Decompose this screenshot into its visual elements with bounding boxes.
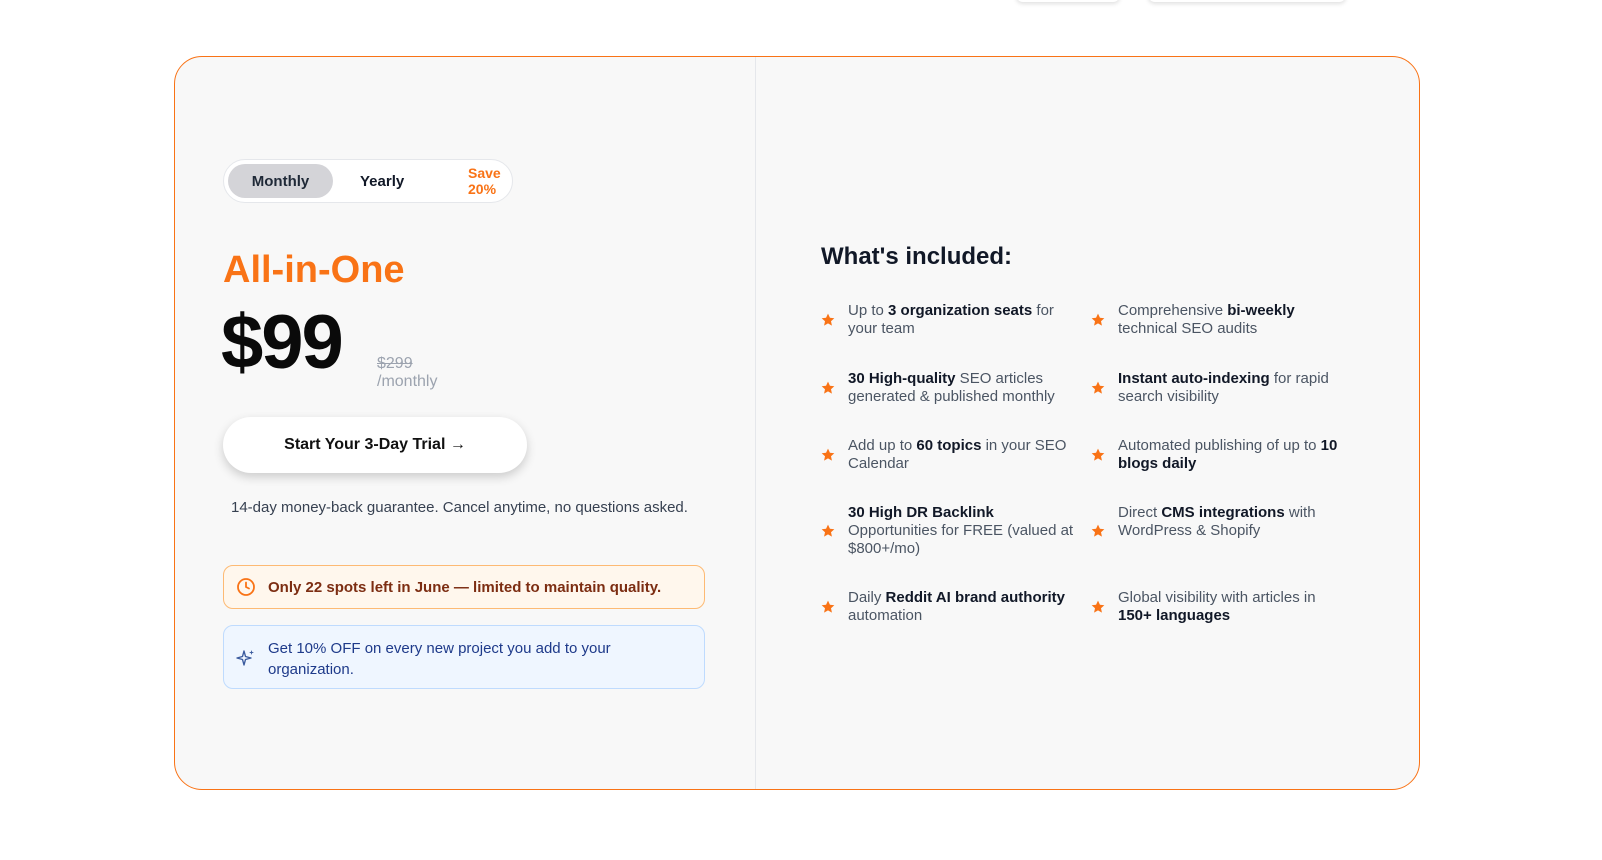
toggle-monthly[interactable]: Monthly <box>228 164 333 198</box>
feature-text-highlight: 10 blogs daily <box>1118 437 1338 472</box>
feature-text <box>1118 302 1350 338</box>
sparkle-icon <box>236 648 256 668</box>
feature-text <box>1118 504 1350 540</box>
plan-price: $99 <box>221 300 342 385</box>
column-divider <box>755 57 756 789</box>
feature-text-pre: Add up to <box>848 437 917 454</box>
star-icon <box>820 599 836 615</box>
top-nav-remnant <box>0 0 1602 6</box>
feature-text-pre: Global visibility with articles in <box>1118 589 1316 606</box>
old-price: $299 <box>377 355 413 372</box>
star-icon <box>1090 447 1106 463</box>
feature-item <box>1090 302 1350 338</box>
discount-alert-text: Get 10% OFF on every new project you add to your organization. <box>268 640 611 678</box>
spots-alert <box>223 565 705 609</box>
feature-item <box>1090 437 1350 473</box>
plan-name: All-in-One <box>223 249 405 291</box>
feature-text-highlight: CMS integrations <box>1161 504 1285 521</box>
feature-text-pre: Direct <box>1118 504 1162 521</box>
feature-item <box>820 370 1080 406</box>
feature-text-highlight: 3 organization seats <box>888 302 1033 319</box>
feature-text-highlight: 30 High-quality <box>848 370 956 387</box>
feature-text-post: in your SEO Calendar <box>848 437 1067 472</box>
star-icon <box>1090 599 1106 615</box>
star-icon <box>1090 380 1106 396</box>
billing-toggle <box>223 159 513 203</box>
feature-text-highlight: Reddit AI brand authority <box>885 589 1065 606</box>
star-icon <box>820 380 836 396</box>
star-icon <box>1090 523 1106 539</box>
star-icon <box>820 447 836 463</box>
feature-text <box>1118 589 1350 625</box>
feature-text <box>848 302 1080 338</box>
feature-item <box>820 302 1080 338</box>
feature-text-post: SEO articles generated & published monthly <box>848 370 1055 405</box>
feature-item <box>820 589 1080 625</box>
nav-button-stub[interactable] <box>1148 0 1346 2</box>
feature-text-highlight: 150+ languages <box>1118 607 1231 624</box>
feature-text <box>1118 437 1350 473</box>
feature-text-pre: Up to <box>848 302 889 319</box>
nav-button-stub[interactable] <box>1016 0 1120 2</box>
feature-item <box>1090 589 1350 625</box>
spots-alert-text: Only 22 spots left in June — limited to maintain quality. <box>268 578 662 596</box>
star-icon <box>820 523 836 539</box>
feature-text-post: automation <box>848 607 923 624</box>
feature-text-pre: Daily <box>848 589 886 606</box>
feature-text-highlight: 30 High DR Backlink <box>848 504 994 521</box>
feature-text-highlight: 60 topics <box>916 437 982 454</box>
feature-text-post: Opportunities for FREE (valued at $800+/mo) <box>848 522 1074 557</box>
feature-text-post: with WordPress & Shopify <box>1118 504 1316 539</box>
feature-item <box>1090 504 1350 558</box>
feature-text-highlight: bi-weekly <box>1227 302 1295 319</box>
feature-text <box>1118 370 1350 406</box>
toggle-yearly[interactable]: Yearly <box>360 172 405 190</box>
price-period: /monthly <box>377 373 438 390</box>
feature-item <box>1090 370 1350 406</box>
star-icon <box>1090 312 1106 328</box>
feature-text <box>848 437 1080 473</box>
feature-text-post: for your team <box>848 302 1054 337</box>
star-icon <box>820 312 836 328</box>
feature-item <box>820 504 1080 558</box>
feature-text-pre: Automated publishing of up to <box>1118 437 1321 454</box>
feature-text <box>848 370 1080 406</box>
feature-text-highlight: Instant auto-indexing <box>1118 370 1270 387</box>
feature-item <box>820 437 1080 473</box>
start-trial-button[interactable]: Start Your 3-Day Trial → <box>223 417 527 473</box>
feature-text <box>848 589 1080 625</box>
feature-text <box>848 504 1080 558</box>
guarantee-text: 14-day money-back guarantee. Cancel anytime, no questions asked. <box>231 499 688 516</box>
included-title: What's included: <box>821 243 1013 270</box>
feature-text-pre: Comprehensive <box>1118 302 1228 319</box>
pricing-card <box>174 56 1420 790</box>
feature-text-post: for rapid search visibility <box>1118 370 1329 405</box>
save-badge: Save 20% <box>468 165 501 197</box>
feature-text-post: technical SEO audits <box>1118 320 1258 337</box>
discount-alert <box>223 625 705 689</box>
clock-icon <box>236 577 256 597</box>
